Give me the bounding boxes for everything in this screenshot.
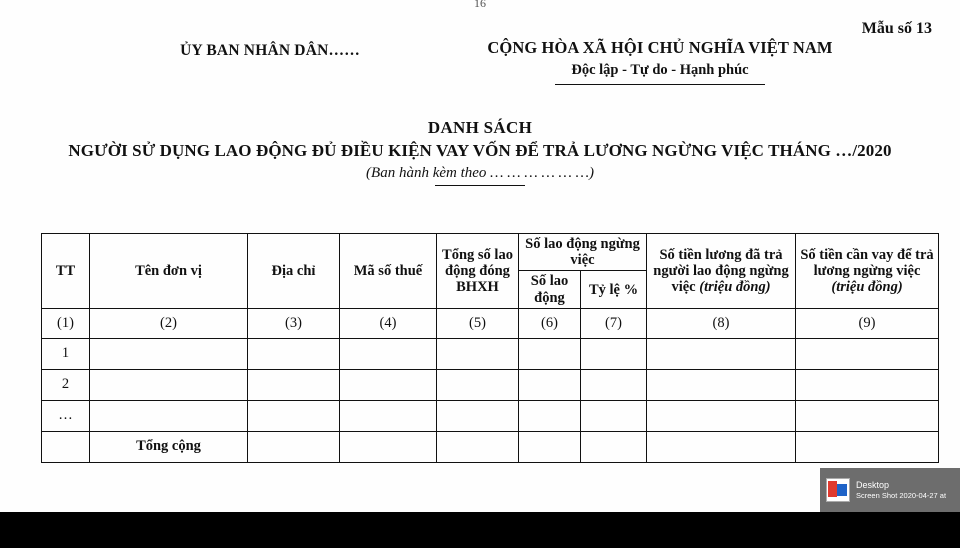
bottom-letterbox [0,512,960,548]
header-loan-need [796,234,939,309]
row-paid-wage[interactable] [647,338,796,369]
desktop-file-thumbnail[interactable] [820,468,960,512]
thumbnail-location: Desktop [856,479,890,490]
header-paid-wage-unit: (triệu đồng) [699,279,771,296]
header-bhxh-total: Tổng số lao động đóng BHXH [437,234,519,309]
table-row [42,400,939,431]
table-total-row [42,431,939,462]
header-loan-need-unit: (triệu đồng) [831,279,903,296]
row-tt: … [42,400,90,431]
col-index-8: (8) [647,308,796,338]
row-tax-code[interactable] [340,400,437,431]
total-label: Tổng cộng [90,431,248,462]
total-stopped-count[interactable] [519,431,581,462]
row-loan-need[interactable] [796,369,939,400]
col-index-6: (6) [519,308,581,338]
national-title: CỘNG HÒA XÃ HỘI CHỦ NGHĨA VIỆT NAM [487,38,833,57]
heading-divider [555,84,765,85]
form-code: Mẫu số 13 [861,20,932,37]
document-title-line1: DANH SÁCH [427,118,533,137]
total-tt [42,431,90,462]
row-bhxh[interactable] [437,369,519,400]
row-loan-need[interactable] [796,338,939,369]
row-bhxh[interactable] [437,400,519,431]
total-stopped-pct[interactable] [581,431,647,462]
subtitle-divider [435,185,525,186]
row-name[interactable] [90,400,248,431]
row-stopped-pct[interactable] [581,338,647,369]
row-paid-wage[interactable] [647,369,796,400]
header-stopped-count: Số lao động [519,271,581,308]
header-paid-wage [647,234,796,309]
national-motto: Độc lập - Tự do - Hạnh phúc [571,62,749,78]
row-stopped-count[interactable] [519,400,581,431]
national-heading [440,38,880,85]
total-loan-need[interactable] [796,431,939,462]
header-stopped-group: Số lao động ngừng việc [519,234,647,271]
header-tt: TT [42,234,90,309]
col-index-4: (4) [340,308,437,338]
header-address: Địa chỉ [248,234,340,309]
col-index-7: (7) [581,308,647,338]
table-row [42,369,939,400]
thumbnail-filename: Screen Shot 2020-04-27 at [856,490,947,500]
row-name[interactable] [90,338,248,369]
total-address[interactable] [248,431,340,462]
header-stopped-pct: Tỷ lệ % [581,271,647,308]
screenshot-preview-icon [826,478,850,502]
header-loan-need-text: Số tiền cần vay để trả lương ngừng việc [800,246,934,279]
row-tt: 2 [42,369,90,400]
table-row [42,338,939,369]
row-stopped-count[interactable] [519,338,581,369]
row-tax-code[interactable] [340,338,437,369]
page-number: 16 [474,0,486,10]
issuing-authority: ỦY BAN NHÂN DÂN…… [180,42,360,59]
row-name[interactable] [90,369,248,400]
col-index-3: (3) [248,308,340,338]
row-address[interactable] [248,369,340,400]
total-tax-code[interactable] [340,431,437,462]
thumbnail-text [856,480,946,501]
col-index-2: (2) [90,308,248,338]
document-title-line2: NGƯỜI SỬ DỤNG LAO ĐỘNG ĐỦ ĐIỀU KIỆN VAY VỐN ĐỂ TRẢ LƯƠNG NGỪNG VIỆC THÁNG …/2020 [68,141,892,160]
col-index-9: (9) [796,308,939,338]
row-tax-code[interactable] [340,369,437,400]
col-index-1: (1) [42,308,90,338]
row-stopped-pct[interactable] [581,369,647,400]
total-bhxh[interactable] [437,431,519,462]
row-loan-need[interactable] [796,400,939,431]
header-paid-wage-text: Số tiền lương đã trả người lao động ngừng việc [653,246,789,296]
list-table [41,233,939,463]
header-tax-code: Mã số thuế [340,234,437,309]
row-stopped-pct[interactable] [581,400,647,431]
row-address[interactable] [248,400,340,431]
row-paid-wage[interactable] [647,400,796,431]
document-subtitle: (Ban hành kèm theo … … … … … …) [366,165,594,181]
table-header-row-1 [42,234,939,271]
document-title-block [0,118,960,186]
row-bhxh[interactable] [437,338,519,369]
table-column-index-row [42,308,939,338]
header-name: Tên đơn vị [90,234,248,309]
row-stopped-count[interactable] [519,369,581,400]
row-address[interactable] [248,338,340,369]
col-index-5: (5) [437,308,519,338]
total-paid-wage[interactable] [647,431,796,462]
row-tt: 1 [42,338,90,369]
